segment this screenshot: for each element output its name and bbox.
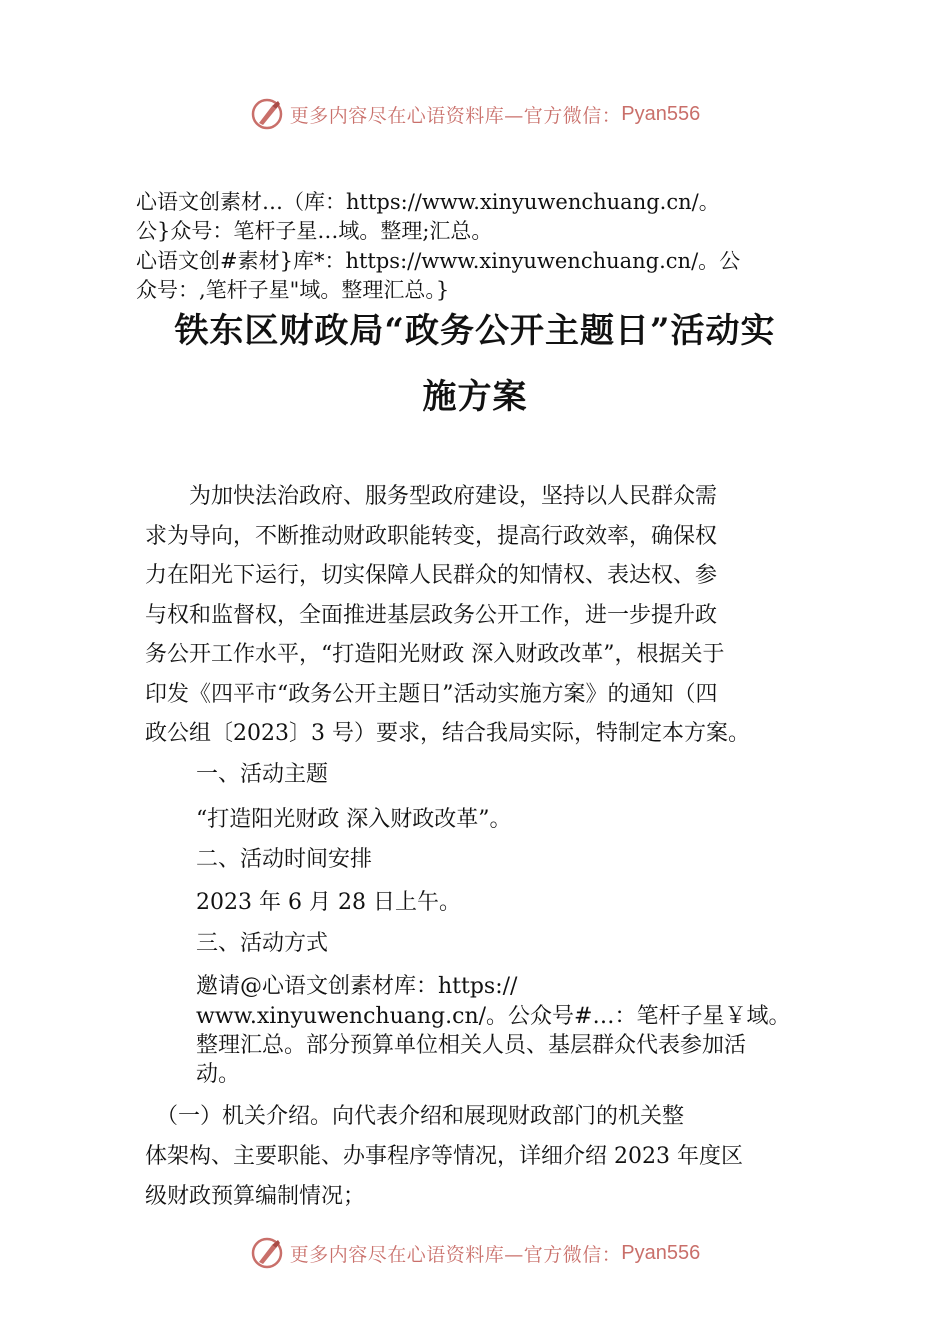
section-text-time: 2023 年 6 月 28 日上午。 — [196, 890, 461, 915]
quill-logo-icon — [250, 1236, 284, 1270]
document-title-line-2: 施方案 — [422, 377, 528, 417]
item-1-line: 体架构、主要职能、办事程序等情况，详细介绍 2023 年度区 — [145, 1144, 743, 1169]
source-line-3: 心语文创#素材}库*：https://www.xinyuwenchuang.cn/。公 — [136, 249, 741, 273]
method-line-3: 整理汇总。部分预算单位相关人员、基层群众代表参加活 — [196, 1033, 747, 1058]
intro-line: 与权和监督权，全面推进基层政务公开工作，进一步提升政 — [145, 602, 718, 628]
intro-paragraph — [145, 477, 825, 754]
section-heading-theme: 一、活动主题 — [196, 762, 329, 787]
source-line-4: 众号：,笔杆子星"域。整理汇总。} — [136, 278, 450, 302]
watermark-banner-bottom — [0, 1233, 950, 1273]
section-heading-method: 三、活动方式 — [196, 931, 329, 956]
intro-line: 力在阳光下运行，切实保障人民群众的知情权、表达权、参 — [145, 563, 718, 588]
quill-logo-icon — [250, 97, 284, 131]
section-heading-time: 二、活动时间安排 — [196, 847, 373, 872]
item-1-line: 级财政预算编制情况； — [145, 1184, 366, 1209]
item-1-paragraph — [145, 1097, 825, 1217]
intro-line: 求为导向，不断推动财政职能转变，提高行政效率，确保权 — [145, 523, 718, 549]
watermark-banner-top — [0, 94, 950, 134]
item-1-line: （一）机关介绍。向代表介绍和展现财政部门的机关整 — [145, 1104, 685, 1129]
section-text-theme: “打造阳光财政 深入财政改革”。 — [196, 807, 512, 832]
source-line-2: 公}众号：笔杆子星…域。整理;汇总。 — [136, 219, 493, 243]
intro-line: 印发《四平市“政务公开主题日”活动实施方案》的通知（四 — [145, 681, 718, 707]
watermark-account: Pyan556 — [621, 1241, 701, 1264]
intro-line: 政公组〔2023〕3 号）要求，结合我局实际，特制定本方案。 — [145, 721, 750, 746]
intro-line: 为加快法治政府、服务型政府建设，坚持以人民群众需 — [145, 484, 718, 509]
watermark-account: Pyan556 — [621, 102, 701, 125]
document-title-line-1: 铁东区财政局“政务公开主题日”活动实 — [174, 311, 776, 351]
method-line-4: 动。 — [196, 1062, 241, 1087]
intro-line: 务公开工作水平，“打造阳光财政 深入财政改革”，根据关于 — [145, 642, 725, 667]
source-line-1: 心语文创素材…（库：https://www.xinyuwenchuang.cn/。 — [136, 190, 720, 214]
method-line-1: 邀请@心语文创素材库：https:// — [196, 974, 518, 999]
method-line-2: www.xinyuwenchuang.cn/。公众号#…：笔杆子星￥域。 — [196, 1004, 791, 1029]
watermark-text: 更多内容尽在心语资料库—官方微信： — [289, 1243, 622, 1266]
watermark-text: 更多内容尽在心语资料库—官方微信： — [289, 104, 622, 127]
